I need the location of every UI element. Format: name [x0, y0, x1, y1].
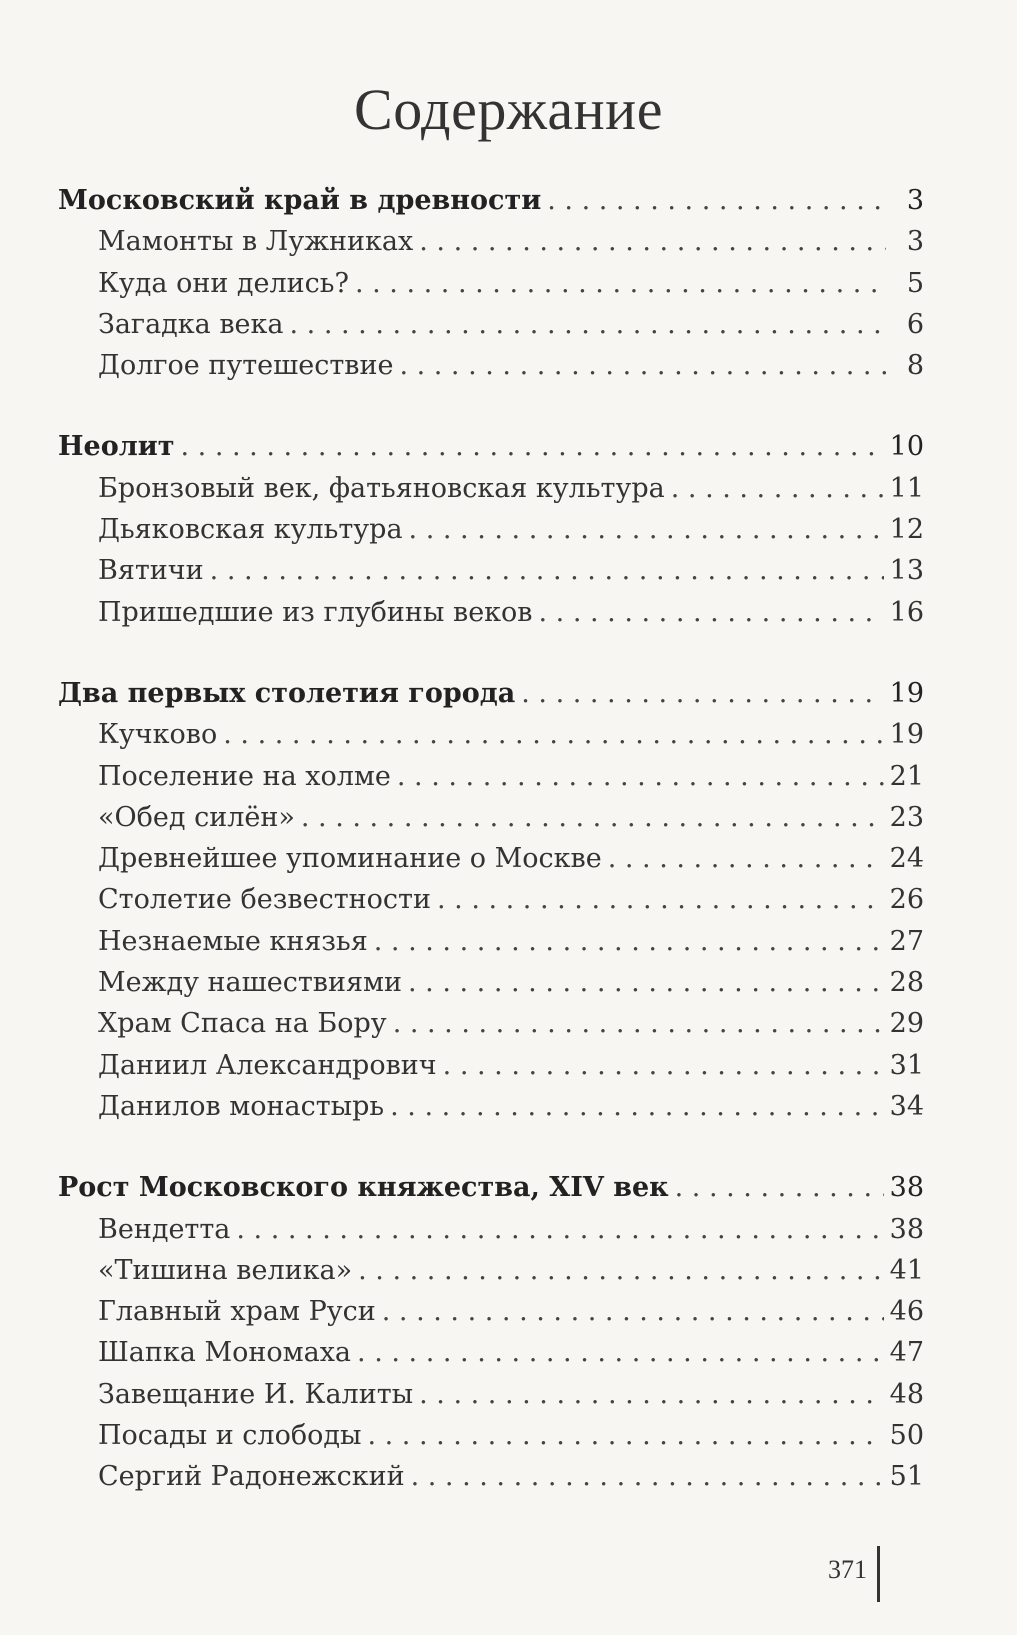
dot-leader	[547, 180, 886, 221]
toc-entry-title: Поселение на холме	[98, 760, 391, 792]
dot-leader	[608, 838, 884, 879]
dot-leader	[301, 797, 884, 838]
toc-heading[interactable]	[58, 426, 924, 467]
toc-heading-title: Московский край в древности	[58, 185, 542, 216]
toc-entry[interactable]	[58, 1086, 924, 1127]
toc-entry-title: Вендетта	[98, 1213, 231, 1245]
toc-entry[interactable]	[58, 921, 924, 962]
dot-leader	[390, 1086, 884, 1127]
toc-entry-title: Мамонты в Лужниках	[98, 226, 414, 258]
dot-leader	[437, 879, 884, 920]
dot-leader	[671, 468, 884, 509]
toc-entry-title: Пришедшие из глубины веков	[98, 596, 533, 628]
toc-section	[58, 426, 924, 632]
toc-heading[interactable]	[58, 673, 924, 714]
toc-page-number: 26	[889, 884, 924, 916]
toc-entry-title: Данилов монастырь	[98, 1090, 385, 1122]
dot-leader	[181, 426, 884, 467]
toc-entry[interactable]	[58, 714, 924, 755]
toc-entry-title: Даниил Александрович	[98, 1049, 437, 1081]
toc-page-number: 24	[889, 843, 924, 875]
dot-leader	[409, 509, 884, 550]
dot-leader	[358, 1250, 884, 1291]
page-title: Содержание	[354, 77, 663, 142]
toc-entry[interactable]	[58, 1250, 924, 1291]
dot-leader	[290, 304, 887, 345]
toc-page-number: 29	[889, 1008, 924, 1040]
toc-page-number: 19	[889, 677, 924, 709]
dot-leader	[210, 550, 884, 591]
toc-heading[interactable]	[58, 1167, 924, 1208]
dot-leader	[393, 1003, 884, 1044]
dot-leader	[374, 921, 884, 962]
dot-leader	[675, 1167, 884, 1208]
toc-entry[interactable]	[58, 1415, 924, 1456]
toc-page-number: 3	[906, 226, 924, 258]
page-number: 371	[828, 1555, 867, 1584]
dot-leader	[408, 962, 884, 1003]
toc-page-number: 12	[889, 514, 924, 546]
toc-entry-title: «Обед силён»	[98, 801, 295, 833]
toc-entry[interactable]	[58, 509, 924, 550]
toc-entry-title: Долгое путешествие	[98, 350, 394, 382]
toc-page-number: 19	[889, 719, 924, 751]
toc-section	[58, 180, 924, 386]
toc-entry-title: Кучково	[98, 719, 218, 751]
toc-entry[interactable]	[58, 468, 924, 509]
toc-entry[interactable]	[58, 1332, 924, 1373]
toc-page-number: 50	[889, 1420, 924, 1452]
toc-page-number: 8	[906, 350, 924, 382]
toc-entry-title: «Тишина велика»	[98, 1254, 353, 1286]
toc-page-number: 47	[889, 1337, 924, 1369]
toc-heading-title: Рост Московского княжества, XIV век	[58, 1172, 669, 1204]
toc-page-number: 13	[889, 555, 924, 587]
dot-leader	[443, 1045, 884, 1086]
toc-page-number: 3	[906, 185, 924, 216]
dot-leader	[419, 1374, 884, 1415]
toc-page-number: 48	[889, 1378, 924, 1410]
toc-page-number: 6	[906, 308, 924, 340]
toc-entry-title: Куда они делись?	[98, 267, 349, 299]
toc-entry[interactable]	[58, 1045, 924, 1086]
toc-entry[interactable]	[58, 345, 924, 386]
toc-entry[interactable]	[58, 1374, 924, 1415]
toc-entry[interactable]	[58, 838, 924, 879]
dot-leader	[399, 345, 886, 386]
toc-page-number: 41	[889, 1254, 924, 1286]
dot-leader	[539, 592, 884, 633]
dot-leader	[355, 263, 886, 304]
toc-entry-title: Шапка Мономаха	[98, 1337, 352, 1369]
toc-page-number: 5	[906, 267, 924, 299]
toc-heading-title: Два первых столетия города	[58, 677, 516, 709]
toc-entry-title: Храм Спаса на Бору	[98, 1008, 387, 1040]
toc-entry[interactable]	[58, 962, 924, 1003]
toc-section	[58, 1167, 924, 1497]
dot-leader	[236, 1209, 883, 1250]
dot-leader	[397, 756, 884, 797]
toc-entry[interactable]	[58, 879, 924, 920]
dot-leader	[411, 1456, 884, 1497]
toc-page-number: 46	[889, 1296, 924, 1328]
toc-page-number: 28	[889, 967, 924, 999]
dot-leader	[223, 714, 883, 755]
dot-leader	[382, 1291, 884, 1332]
toc-entry-title: Главный храм Руси	[98, 1296, 376, 1328]
toc-entry-title: Вятичи	[98, 555, 204, 587]
toc-entry[interactable]	[58, 221, 924, 262]
toc-entry-title: Сергий Радонежский	[98, 1461, 405, 1493]
toc-entry-title: Столетие безвестности	[98, 884, 431, 916]
toc-entry[interactable]	[58, 550, 924, 591]
toc-page-number: 38	[889, 1172, 924, 1204]
dot-leader	[419, 221, 886, 262]
toc-section	[58, 673, 924, 1127]
toc-entry[interactable]	[58, 1456, 924, 1497]
dot-leader	[367, 1415, 883, 1456]
toc-page-number: 10	[889, 431, 924, 463]
toc-page-number: 34	[889, 1090, 924, 1122]
toc-entry[interactable]	[58, 1209, 924, 1250]
toc-entry-title: Посады и слободы	[98, 1420, 362, 1452]
toc-page-number: 23	[889, 801, 924, 833]
toc-entry[interactable]	[58, 592, 924, 633]
toc-entry-title: Дьяковская культура	[98, 514, 403, 546]
toc-entry[interactable]	[58, 756, 924, 797]
toc-page-number: 11	[889, 472, 924, 504]
toc-page-number: 16	[889, 596, 924, 628]
toc-entry-title: Бронзовый век, фатьяновская культура	[98, 472, 665, 504]
toc-page-number: 31	[889, 1049, 924, 1081]
folio-divider	[877, 1546, 880, 1602]
table-of-contents	[58, 180, 924, 1538]
toc-entry-title: Завещание И. Калиты	[98, 1378, 414, 1410]
toc-entry-title: Загадка века	[98, 308, 284, 340]
toc-entry-title: Между нашествиями	[98, 967, 403, 999]
toc-page-number: 51	[889, 1461, 924, 1493]
toc-entry[interactable]	[58, 797, 924, 838]
toc-page-number: 38	[889, 1213, 924, 1245]
toc-page-number: 21	[889, 760, 924, 792]
toc-entry[interactable]	[58, 263, 924, 304]
toc-page-number: 27	[889, 925, 924, 957]
dot-leader	[521, 673, 883, 714]
toc-heading-title: Неолит	[58, 431, 175, 463]
toc-entry-title: Незнаемые князья	[98, 925, 368, 957]
toc-entry-title: Древнейшее упоминание о Москве	[98, 843, 602, 875]
toc-entry[interactable]	[58, 1003, 924, 1044]
toc-heading[interactable]	[58, 180, 924, 221]
dot-leader	[357, 1332, 884, 1373]
toc-entry[interactable]	[58, 304, 924, 345]
toc-entry[interactable]	[58, 1291, 924, 1332]
